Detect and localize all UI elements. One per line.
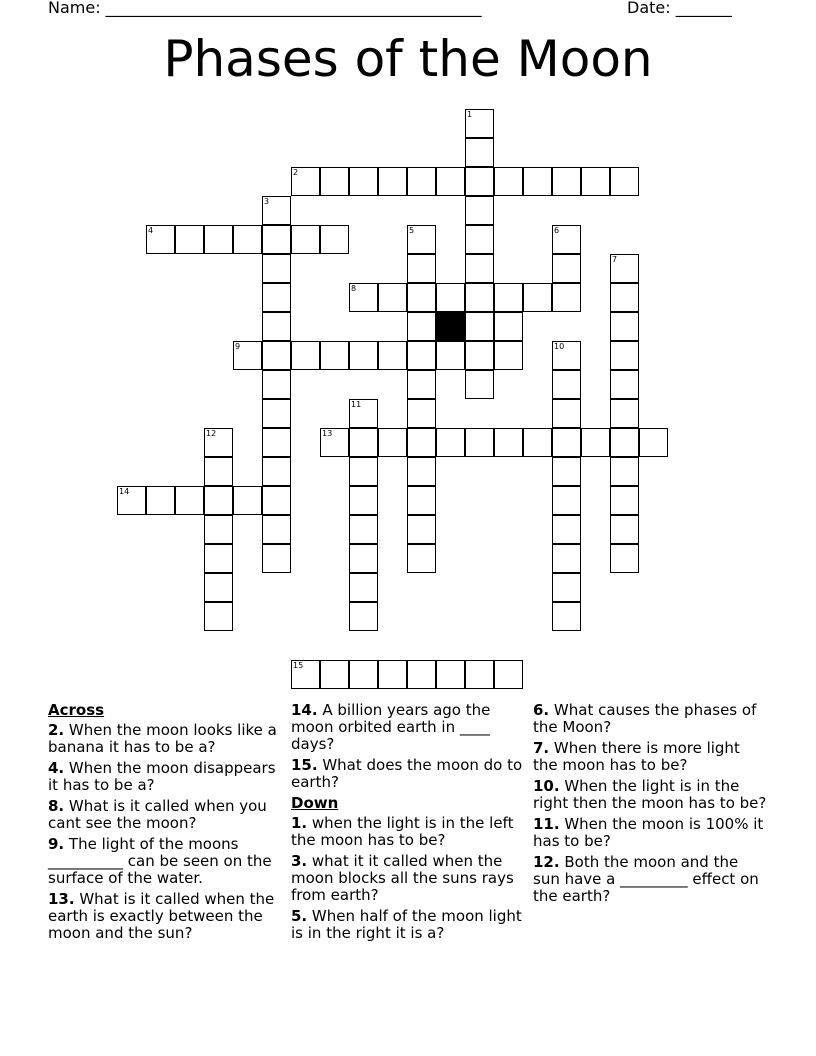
- grid-cell[interactable]: [407, 167, 436, 196]
- grid-cell[interactable]: [204, 486, 233, 515]
- clue-number: 11.: [533, 815, 560, 833]
- clues-column-2: [291, 702, 525, 946]
- grid-cell[interactable]: [378, 660, 407, 689]
- clue-number: 4.: [48, 759, 65, 777]
- clue-down-6: [533, 702, 769, 736]
- across-heading: Across: [48, 701, 105, 719]
- grid-cell[interactable]: [349, 341, 378, 370]
- down-heading: Down: [291, 794, 339, 812]
- grid-cell[interactable]: [117, 486, 146, 515]
- grid-cell[interactable]: [610, 341, 639, 370]
- cell-number: 7: [612, 255, 618, 264]
- grid-cell[interactable]: [320, 225, 349, 254]
- grid-cell[interactable]: [552, 573, 581, 602]
- clue-text: The light of the moons __________ can be seen on the surface of the water.: [48, 835, 272, 887]
- grid-cell[interactable]: [465, 196, 494, 225]
- clue-text: When the moon disappears it has to be a?: [48, 759, 276, 794]
- grid-cell[interactable]: [378, 167, 407, 196]
- grid-cell[interactable]: [581, 428, 610, 457]
- clue-number: 14.: [291, 701, 318, 719]
- grid-cell[interactable]: [291, 167, 320, 196]
- clue-number: 12.: [533, 853, 560, 871]
- clue-number: 13.: [48, 890, 75, 908]
- grid-cell[interactable]: [552, 544, 581, 573]
- clue-across-9: [48, 836, 284, 887]
- grid-cell[interactable]: [610, 486, 639, 515]
- grid-cell[interactable]: [465, 138, 494, 167]
- cell-number: 2: [293, 168, 299, 177]
- grid-cell[interactable]: [523, 167, 552, 196]
- grid-cell[interactable]: [320, 167, 349, 196]
- grid-cell[interactable]: [378, 283, 407, 312]
- grid-cell[interactable]: [262, 428, 291, 457]
- cell-number: 10: [554, 342, 565, 351]
- clues-column-3: [533, 702, 769, 909]
- clue-across-14: [291, 702, 525, 753]
- grid-cell[interactable]: [262, 225, 291, 254]
- grid-cell[interactable]: [349, 457, 378, 486]
- grid-cell[interactable]: [494, 428, 523, 457]
- grid-cell[interactable]: [146, 486, 175, 515]
- grid-cell[interactable]: [639, 428, 668, 457]
- grid-cell[interactable]: [378, 428, 407, 457]
- cell-number: 14: [119, 487, 130, 496]
- grid-cell[interactable]: [552, 602, 581, 631]
- grid-cell[interactable]: [262, 283, 291, 312]
- clue-number: 1.: [291, 814, 308, 832]
- grid-cell[interactable]: [552, 457, 581, 486]
- grid-cell[interactable]: [436, 660, 465, 689]
- grid-cell[interactable]: [465, 283, 494, 312]
- clue-number: 5.: [291, 907, 308, 925]
- grid-cell[interactable]: [349, 660, 378, 689]
- grid-cell[interactable]: [233, 225, 262, 254]
- grid-cell[interactable]: [552, 225, 581, 254]
- clue-number: 9.: [48, 835, 65, 853]
- grid-cell[interactable]: [610, 515, 639, 544]
- grid-cell[interactable]: [465, 225, 494, 254]
- clue-down-11: [533, 816, 769, 850]
- grid-cell[interactable]: [494, 660, 523, 689]
- grid-cell[interactable]: [407, 225, 436, 254]
- grid-cell[interactable]: [552, 399, 581, 428]
- clue-text: what it it called when the moon blocks all the suns rays from earth?: [291, 852, 514, 904]
- grid-cell[interactable]: [494, 283, 523, 312]
- grid-cell[interactable]: [407, 341, 436, 370]
- cell-number: 8: [351, 284, 357, 293]
- clue-text: When there is more light the moon has to be?: [533, 739, 740, 774]
- clue-text: When the moon is 100% it has to be?: [533, 815, 764, 850]
- grid-cell[interactable]: [262, 399, 291, 428]
- grid-cell[interactable]: [407, 370, 436, 399]
- grid-cell[interactable]: [262, 515, 291, 544]
- grid-cell[interactable]: [262, 544, 291, 573]
- grid-cell[interactable]: [552, 428, 581, 457]
- grid-cell[interactable]: [291, 225, 320, 254]
- grid-cell[interactable]: [407, 399, 436, 428]
- grid-cell[interactable]: [349, 486, 378, 515]
- clue-down-1: [291, 815, 525, 849]
- grid-cell[interactable]: [407, 312, 436, 341]
- grid-cell[interactable]: [262, 370, 291, 399]
- grid-cell[interactable]: [262, 457, 291, 486]
- grid-cell[interactable]: [581, 167, 610, 196]
- grid-cell[interactable]: [610, 283, 639, 312]
- grid-cell[interactable]: [494, 341, 523, 370]
- grid-cell[interactable]: [233, 341, 262, 370]
- grid-cell[interactable]: [552, 254, 581, 283]
- grid-cell[interactable]: [349, 167, 378, 196]
- grid-cell[interactable]: [407, 254, 436, 283]
- grid-cell[interactable]: [552, 341, 581, 370]
- clue-text: When the moon looks like a banana it has to be a?: [48, 721, 277, 756]
- grid-cell[interactable]: [349, 283, 378, 312]
- grid-cell[interactable]: [407, 660, 436, 689]
- clue-text: When half of the moon light is in the right it is a?: [291, 907, 522, 942]
- grid-cell[interactable]: [378, 341, 407, 370]
- clue-text: When the light is in the right then the moon has to be?: [533, 777, 767, 812]
- clue-down-7: [533, 740, 769, 774]
- grid-cell[interactable]: [407, 457, 436, 486]
- grid-cell[interactable]: [552, 486, 581, 515]
- clue-number: 10.: [533, 777, 560, 795]
- cell-number: 4: [148, 226, 154, 235]
- grid-cell[interactable]: [610, 544, 639, 573]
- grid-cell[interactable]: [610, 312, 639, 341]
- grid-cell[interactable]: [204, 457, 233, 486]
- grid-cell[interactable]: [552, 370, 581, 399]
- clues-column-1: [48, 702, 284, 946]
- grid-cell[interactable]: [291, 660, 320, 689]
- grid-cell[interactable]: [610, 167, 639, 196]
- black-cell: [436, 312, 465, 341]
- grid-cell[interactable]: [146, 225, 175, 254]
- cell-number: 9: [235, 342, 241, 351]
- grid-cell[interactable]: [262, 254, 291, 283]
- grid-cell[interactable]: [436, 167, 465, 196]
- grid-cell[interactable]: [610, 428, 639, 457]
- clue-number: 7.: [533, 739, 550, 757]
- grid-cell[interactable]: [349, 573, 378, 602]
- clue-down-3: [291, 853, 525, 904]
- grid-cell[interactable]: [262, 341, 291, 370]
- grid-cell[interactable]: [407, 486, 436, 515]
- grid-cell[interactable]: [291, 341, 320, 370]
- grid-cell[interactable]: [262, 196, 291, 225]
- grid-cell[interactable]: [465, 254, 494, 283]
- grid-cell[interactable]: [349, 515, 378, 544]
- grid-cell[interactable]: [494, 167, 523, 196]
- grid-cell[interactable]: [552, 515, 581, 544]
- clue-across-4: [48, 760, 284, 794]
- grid-cell[interactable]: [204, 515, 233, 544]
- clue-across-2: [48, 722, 284, 756]
- grid-cell[interactable]: [204, 428, 233, 457]
- cell-number: 15: [293, 661, 304, 670]
- grid-cell[interactable]: [204, 573, 233, 602]
- name-field[interactable]: Name: _______________________________________________: [48, 0, 482, 17]
- clue-text: What causes the phases of the Moon?: [533, 701, 757, 736]
- grid-cell[interactable]: [610, 370, 639, 399]
- grid-cell[interactable]: [175, 486, 204, 515]
- grid-cell[interactable]: [465, 660, 494, 689]
- cell-number: 5: [409, 226, 415, 235]
- grid-cell[interactable]: [407, 544, 436, 573]
- grid-cell[interactable]: [349, 602, 378, 631]
- grid-cell[interactable]: [523, 428, 552, 457]
- grid-cell[interactable]: [349, 428, 378, 457]
- grid-cell[interactable]: [349, 544, 378, 573]
- cell-number: 1: [467, 110, 473, 119]
- grid-cell[interactable]: [407, 283, 436, 312]
- clue-number: 8.: [48, 797, 65, 815]
- grid-cell[interactable]: [204, 544, 233, 573]
- grid-cell[interactable]: [465, 109, 494, 138]
- grid-cell[interactable]: [494, 312, 523, 341]
- date-field[interactable]: Date: _______: [627, 0, 732, 17]
- grid-cell[interactable]: [552, 283, 581, 312]
- grid-cell[interactable]: [204, 225, 233, 254]
- clue-across-8: [48, 798, 284, 832]
- clue-text: What is it called when you cant see the moon?: [48, 797, 267, 832]
- grid-cell[interactable]: [610, 399, 639, 428]
- grid-cell[interactable]: [610, 254, 639, 283]
- clue-number: 3.: [291, 852, 308, 870]
- clue-text: Both the moon and the sun have a _________ effect on the earth?: [533, 853, 759, 905]
- clue-text: What is it called when the earth is exactly between the moon and the sun?: [48, 890, 275, 942]
- page-title: Phases of the Moon: [163, 30, 653, 88]
- grid-cell[interactable]: [407, 428, 436, 457]
- clue-number: 2.: [48, 721, 65, 739]
- grid-cell[interactable]: [465, 370, 494, 399]
- grid-cell[interactable]: [204, 602, 233, 631]
- grid-cell[interactable]: [552, 167, 581, 196]
- grid-cell[interactable]: [465, 312, 494, 341]
- grid-cell[interactable]: [436, 283, 465, 312]
- clue-text: when the light is in the left the moon has to be?: [291, 814, 514, 849]
- clue-number: 6.: [533, 701, 550, 719]
- clue-number: 15.: [291, 756, 318, 774]
- grid-cell[interactable]: [436, 428, 465, 457]
- grid-cell[interactable]: [233, 486, 262, 515]
- grid-cell[interactable]: [436, 341, 465, 370]
- grid-cell[interactable]: [465, 428, 494, 457]
- cell-number: 13: [322, 429, 333, 438]
- grid-cell[interactable]: [320, 660, 349, 689]
- grid-cell[interactable]: [320, 341, 349, 370]
- grid-cell[interactable]: [349, 399, 378, 428]
- grid-cell[interactable]: [262, 486, 291, 515]
- clue-across-15: [291, 757, 525, 791]
- cell-number: 3: [264, 197, 270, 206]
- grid-cell[interactable]: [320, 428, 349, 457]
- clue-down-12: [533, 854, 769, 905]
- cell-number: 11: [351, 400, 362, 409]
- grid-cell[interactable]: [523, 283, 552, 312]
- clue-text: What does the moon do to earth?: [291, 756, 523, 791]
- grid-cell[interactable]: [465, 341, 494, 370]
- grid-cell[interactable]: [465, 167, 494, 196]
- clue-down-10: [533, 778, 769, 812]
- clue-down-5: [291, 908, 525, 942]
- clue-text: A billion years ago the moon orbited earth in ____ days?: [291, 701, 491, 753]
- grid-cell[interactable]: [610, 457, 639, 486]
- grid-cell[interactable]: [407, 515, 436, 544]
- grid-cell[interactable]: [262, 312, 291, 341]
- cell-number: 6: [554, 226, 560, 235]
- grid-cell[interactable]: [175, 225, 204, 254]
- clue-across-13: [48, 891, 284, 942]
- cell-number: 12: [206, 429, 217, 438]
